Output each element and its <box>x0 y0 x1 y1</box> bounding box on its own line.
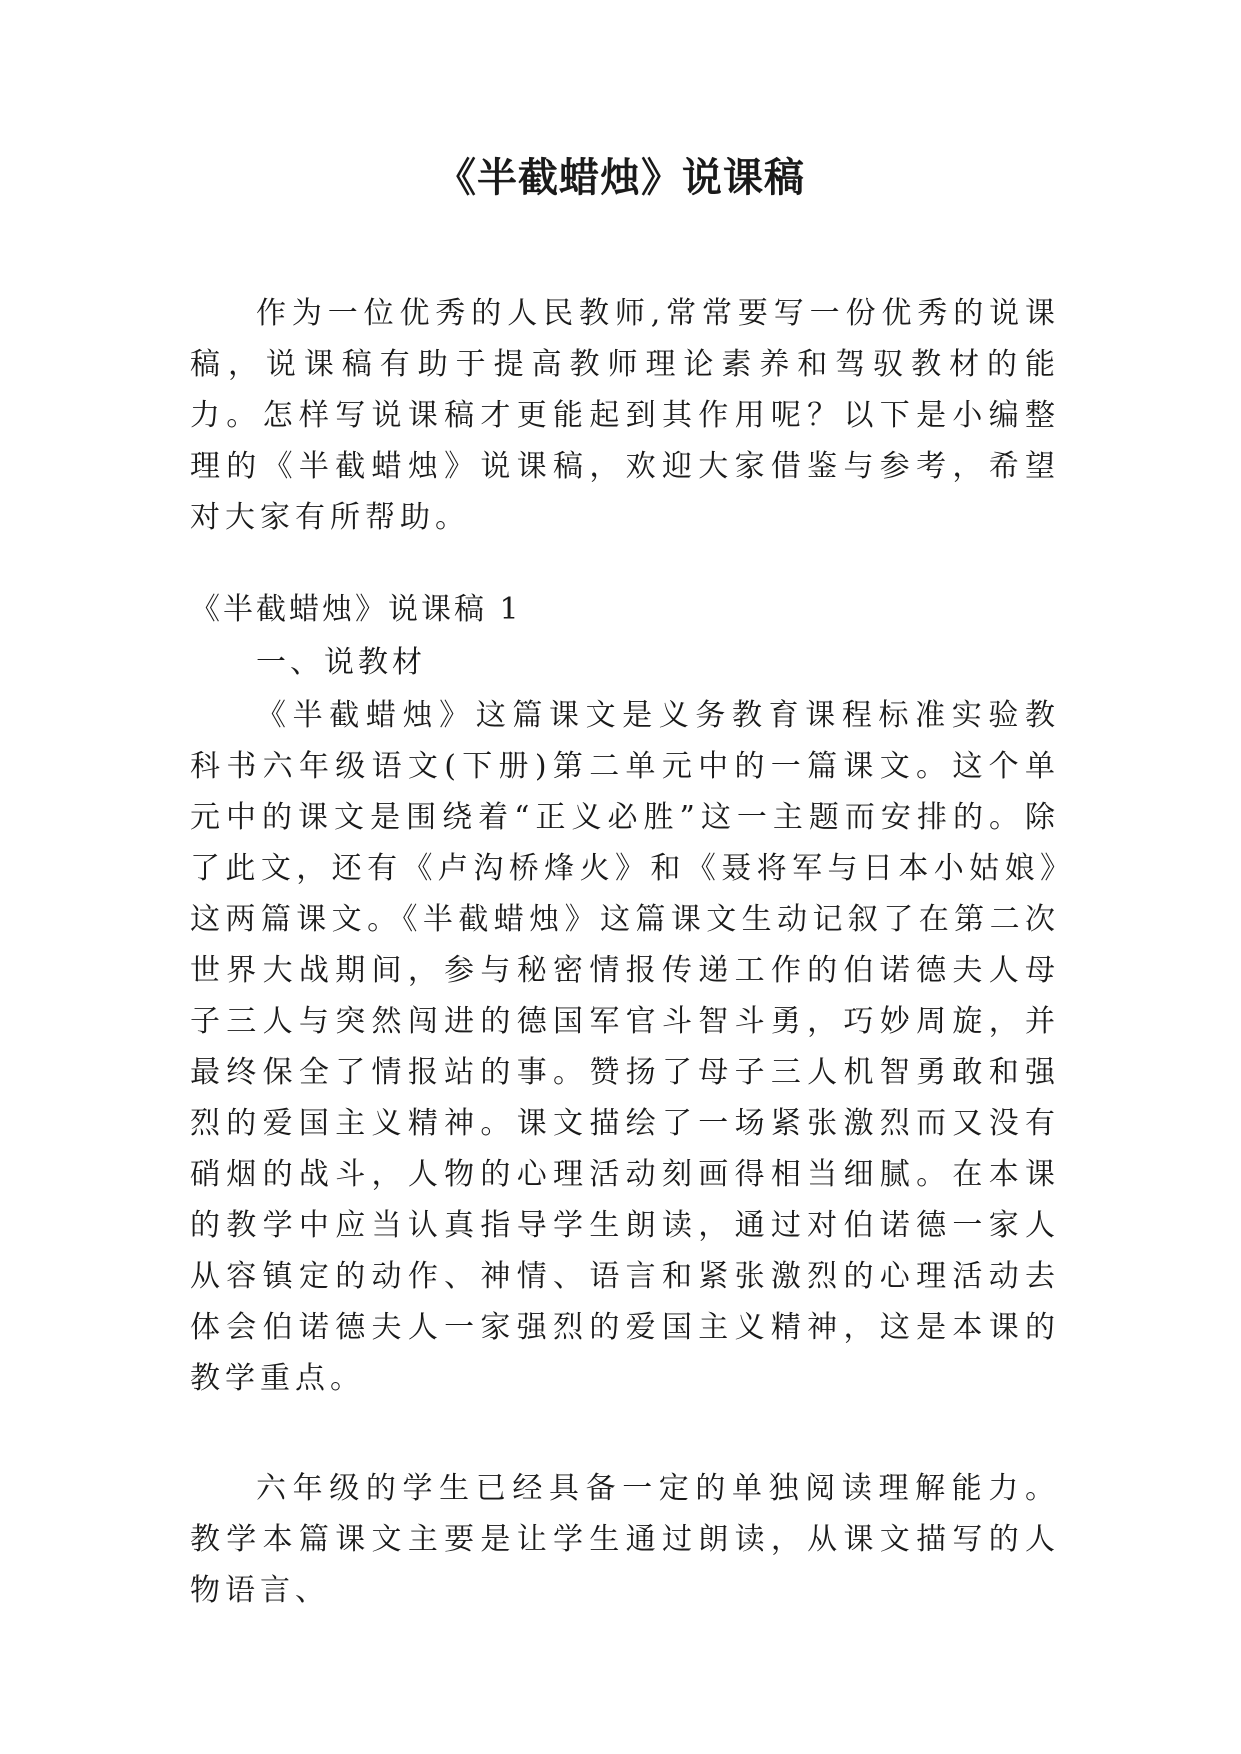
body-paragraph: 六年级的学生已经具备一定的单独阅读理解能力。教学本篇课文主要是让学生通过朗读，从课文描写的人物语言、 <box>190 1471 1060 1608</box>
intro-paragraph: 作为一位优秀的人民教师,常常要写一份优秀的说课稿，说课稿有助于提高教师理论素养和驾驭教材的能力。怎样写说课稿才更能起到其作用呢？以下是小编整理的《半截蜡烛》说课稿，欢迎大家借鉴与参考，希望对大家有所帮助。 <box>190 296 1060 535</box>
body-paragraph: 《半截蜡烛》这篇课文是义务教育课程标准实验教科书六年级语文(下册)第二单元中的一篇课文。这个单元中的课文是围绕着“正义必胜”这一主题而安排的。除了此文，还有《卢沟桥烽火》和《聂将军与日本小姑娘》这两篇课文。《半截蜡烛》这篇课文生动记叙了在第二次世界大战期间，参与秘密情报传递工作的伯诺德夫人母子三人与突然闯进的德国军官斗智斗勇，巧妙周旋，并最终保全了情报站的事。赞扬了母子三人机智勇敢和强烈的爱国主义精神。课文描绘了一场紧张激烈而又没有硝烟的战斗，人物的心理活动刻画得相当细腻。在本课的教学中应当认真指导学生朗读，通过对伯诺德一家人从容镇定的动作、神情、语言和紧张激烈的心理活动去体会伯诺德夫人一家强烈的爱国主义精神，这是本课的教学重点。 <box>190 698 1060 1396</box>
document-title: 《半截蜡烛》说课稿 <box>436 155 805 201</box>
section-heading: 《半截蜡烛》说课稿 1 <box>190 592 522 627</box>
subheading-textbook: 一、说教材 <box>256 645 426 680</box>
